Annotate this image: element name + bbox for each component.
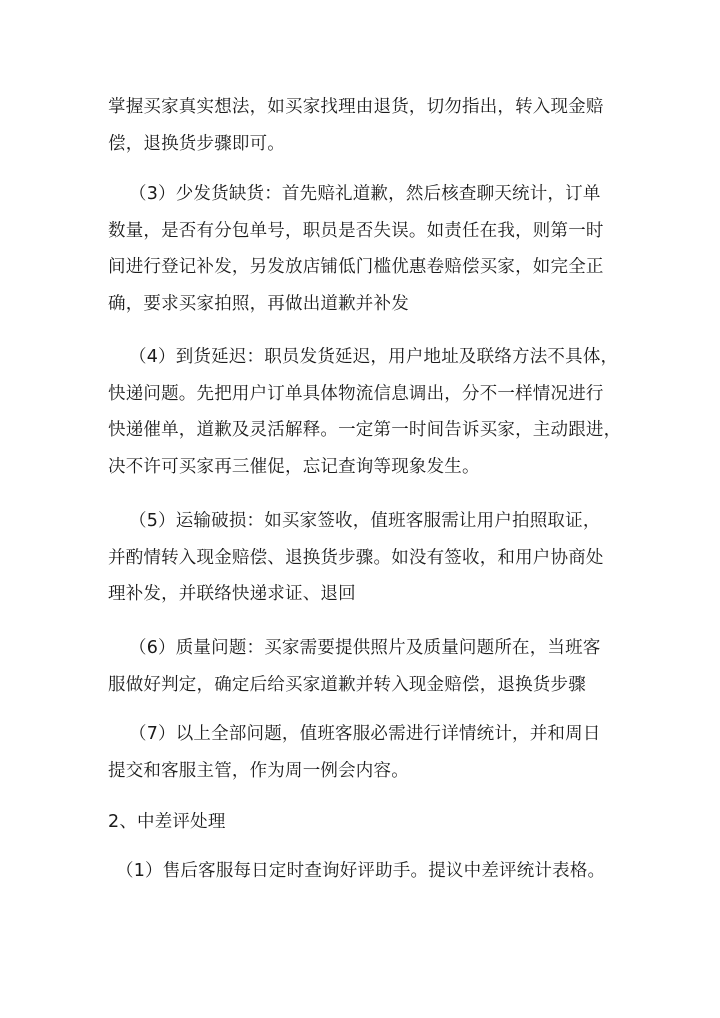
text-line: 并酌情转入现金赔偿、退换货步骤。如没有签收，和用户协商处 [108, 547, 604, 568]
section-heading: 2、中差评处理 [108, 812, 226, 832]
text-line: （6）质量问题：买家需要提供照片及质量问题所在，当班客 [129, 638, 601, 658]
text-line: 确，要求买家拍照，再做出道歉并补发 [108, 293, 409, 314]
text-line: （1）售后客服每日定时查询好评助手。提议中差评统计表格。 [116, 861, 606, 881]
paragraph-item-5-transport-damage [108, 503, 618, 613]
text-line: 决不许可买家再三催促，忘记查询等现象发生。 [108, 456, 480, 477]
text-line: 理补发，并联络快递求证、退回 [108, 584, 356, 604]
text-line: 间进行登记补发，另发放店铺低门槛优惠卷赔偿买家，如完全正 [108, 257, 604, 277]
section-heading-negative-review-handling [108, 804, 618, 841]
text-line: （7）以上全部问题，值班客服必需进行详情统计，并和周日 [129, 724, 601, 744]
text-line: （4）到货延迟：职员发货延迟，用户地址及联络方法不具体， [129, 347, 619, 367]
text-line: （3）少发货缺货：首先赔礼道歉，然后核查聊天统计，订单 [129, 184, 601, 204]
paragraph-item-4-delivery-delay [108, 339, 622, 485]
text-line: 提交和客服主管，作为周一例会内容。 [108, 760, 409, 781]
paragraph-return-handling-tail [108, 89, 618, 162]
text-line: （5）运输破损：如买家签收，值班客服需让用户拍照取证， [129, 511, 601, 531]
paragraph-item-3-missing-goods [108, 176, 618, 322]
paragraph-item-7-weekly-report [108, 716, 618, 789]
text-line: 快递问题。先把用户订单具体物流信息调出，分不一样情况进行 [108, 383, 604, 404]
paragraph-subitem-1-review-check [108, 853, 618, 890]
text-line: 快递催单，道歉及灵活解释。一定第一时间告诉买家，主动跟进， [108, 420, 622, 440]
text-line: 偿，退换货步骤即可。 [108, 133, 285, 154]
text-line: 掌握买家真实想法，如买家找理由退货，切勿指出，转入现金赔 [108, 97, 604, 117]
text-line: 数量，是否有分包单号，职员是否失误。如责任在我，则第一时 [108, 220, 604, 241]
text-line: 服做好判定，确定后给买家道歉并转入现金赔偿，退换货步骤 [108, 674, 586, 695]
paragraph-item-6-quality-issue [108, 630, 618, 703]
